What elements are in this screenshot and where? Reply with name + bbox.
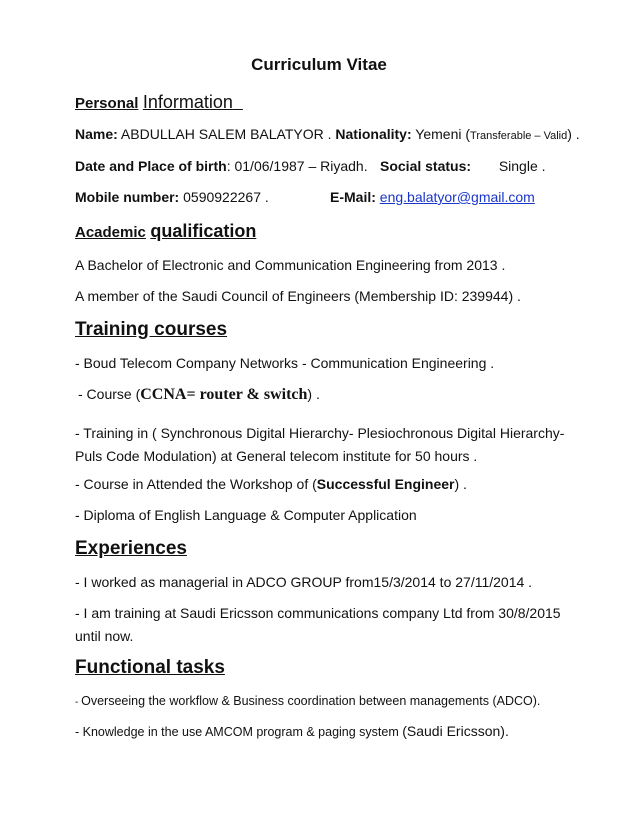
- mobile-row: [75, 189, 269, 205]
- functional-item-2-b: (Saudi Ericsson).: [402, 723, 509, 739]
- functional-heading: Functional tasks: [75, 657, 225, 678]
- dob-value: : 01/06/1987 – Riyadh.: [226, 158, 368, 174]
- personal-heading-pad: [233, 92, 243, 112]
- nationality-label: Nationality:: [335, 126, 412, 142]
- training-item-2-c: ) .: [307, 386, 320, 402]
- name-label: Name:: [75, 126, 118, 142]
- training-item-2: [78, 386, 320, 404]
- academic-line-2: A member of the Saudi Council of Engineers (Membership ID: 239944) .: [75, 288, 521, 304]
- mobile-label: Mobile number:: [75, 189, 180, 205]
- experience-item-2: - I am training at Saudi Ericsson communications company Ltd from 30/8/2015 until now.: [75, 605, 561, 644]
- social-value: Single .: [498, 158, 546, 174]
- training-heading: Training courses: [75, 319, 228, 340]
- training-item-4-b: Successful Engineer: [316, 476, 455, 492]
- nationality-value: Yemeni (: [415, 126, 471, 142]
- functional-item-1: [75, 692, 540, 708]
- training-item-4-a: - Course in Attended the Workshop of (: [75, 476, 317, 492]
- academic-heading-b: qualification: [150, 221, 257, 241]
- experience-item-1: - I worked as managerial in ADCO GROUP from15/3/2014 to 27/11/2014 .: [75, 574, 533, 590]
- dob-row: [75, 158, 368, 174]
- training-item-3: - Training in ( Synchronous Digital Hierarchy- Plesiochronous Digital Hierarchy-Puls Code Modulation) at General telecom institute for 50 hours .: [75, 425, 565, 464]
- mobile-value: 0590922267 .: [183, 189, 269, 205]
- personal-heading-b: Information: [142, 92, 233, 112]
- training-item-5: - Diploma of English Language & Computer Application: [75, 507, 417, 523]
- email-link[interactable]: eng.balatyor@gmail.com: [379, 189, 535, 205]
- functional-item-1-a: -: [75, 697, 82, 708]
- academic-heading: [75, 221, 256, 242]
- training-item-2-a: - Course (: [78, 386, 141, 402]
- social-row: [380, 158, 546, 174]
- training-item-4-c: ) .: [454, 476, 467, 492]
- nationality-end: ) .: [567, 126, 580, 142]
- email-row: [330, 189, 535, 205]
- training-item-2-b: CCNA= router & switch: [140, 386, 308, 403]
- experiences-heading: Experiences: [75, 538, 187, 559]
- academic-heading-a: Academic: [75, 224, 146, 241]
- email-label: E-Mail:: [330, 189, 376, 205]
- training-item-1: - Boud Telecom Company Networks - Communication Engineering .: [75, 355, 495, 371]
- academic-line-1: A Bachelor of Electronic and Communication Engineering from 2013 .: [75, 257, 506, 273]
- personal-heading: [75, 92, 243, 113]
- functional-item-1-b: Overseeing the workflow & Business coordination between managements (ADCO).: [81, 694, 541, 708]
- social-label: Social status:: [380, 158, 472, 174]
- functional-item-2: [75, 723, 509, 739]
- personal-heading-a: Personal: [75, 95, 139, 112]
- name-row: [75, 126, 580, 142]
- name-value: ABDULLAH SALEM BALATYOR .: [120, 126, 332, 142]
- nationality-note: Transferable – Valid: [470, 130, 568, 142]
- page-title: Curriculum Vitae: [251, 55, 387, 74]
- training-item-4: [75, 476, 467, 492]
- dob-label: Date and Place of birth: [75, 158, 227, 174]
- functional-item-2-a: - Knowledge in the use AMCOM program & paging system: [75, 725, 403, 739]
